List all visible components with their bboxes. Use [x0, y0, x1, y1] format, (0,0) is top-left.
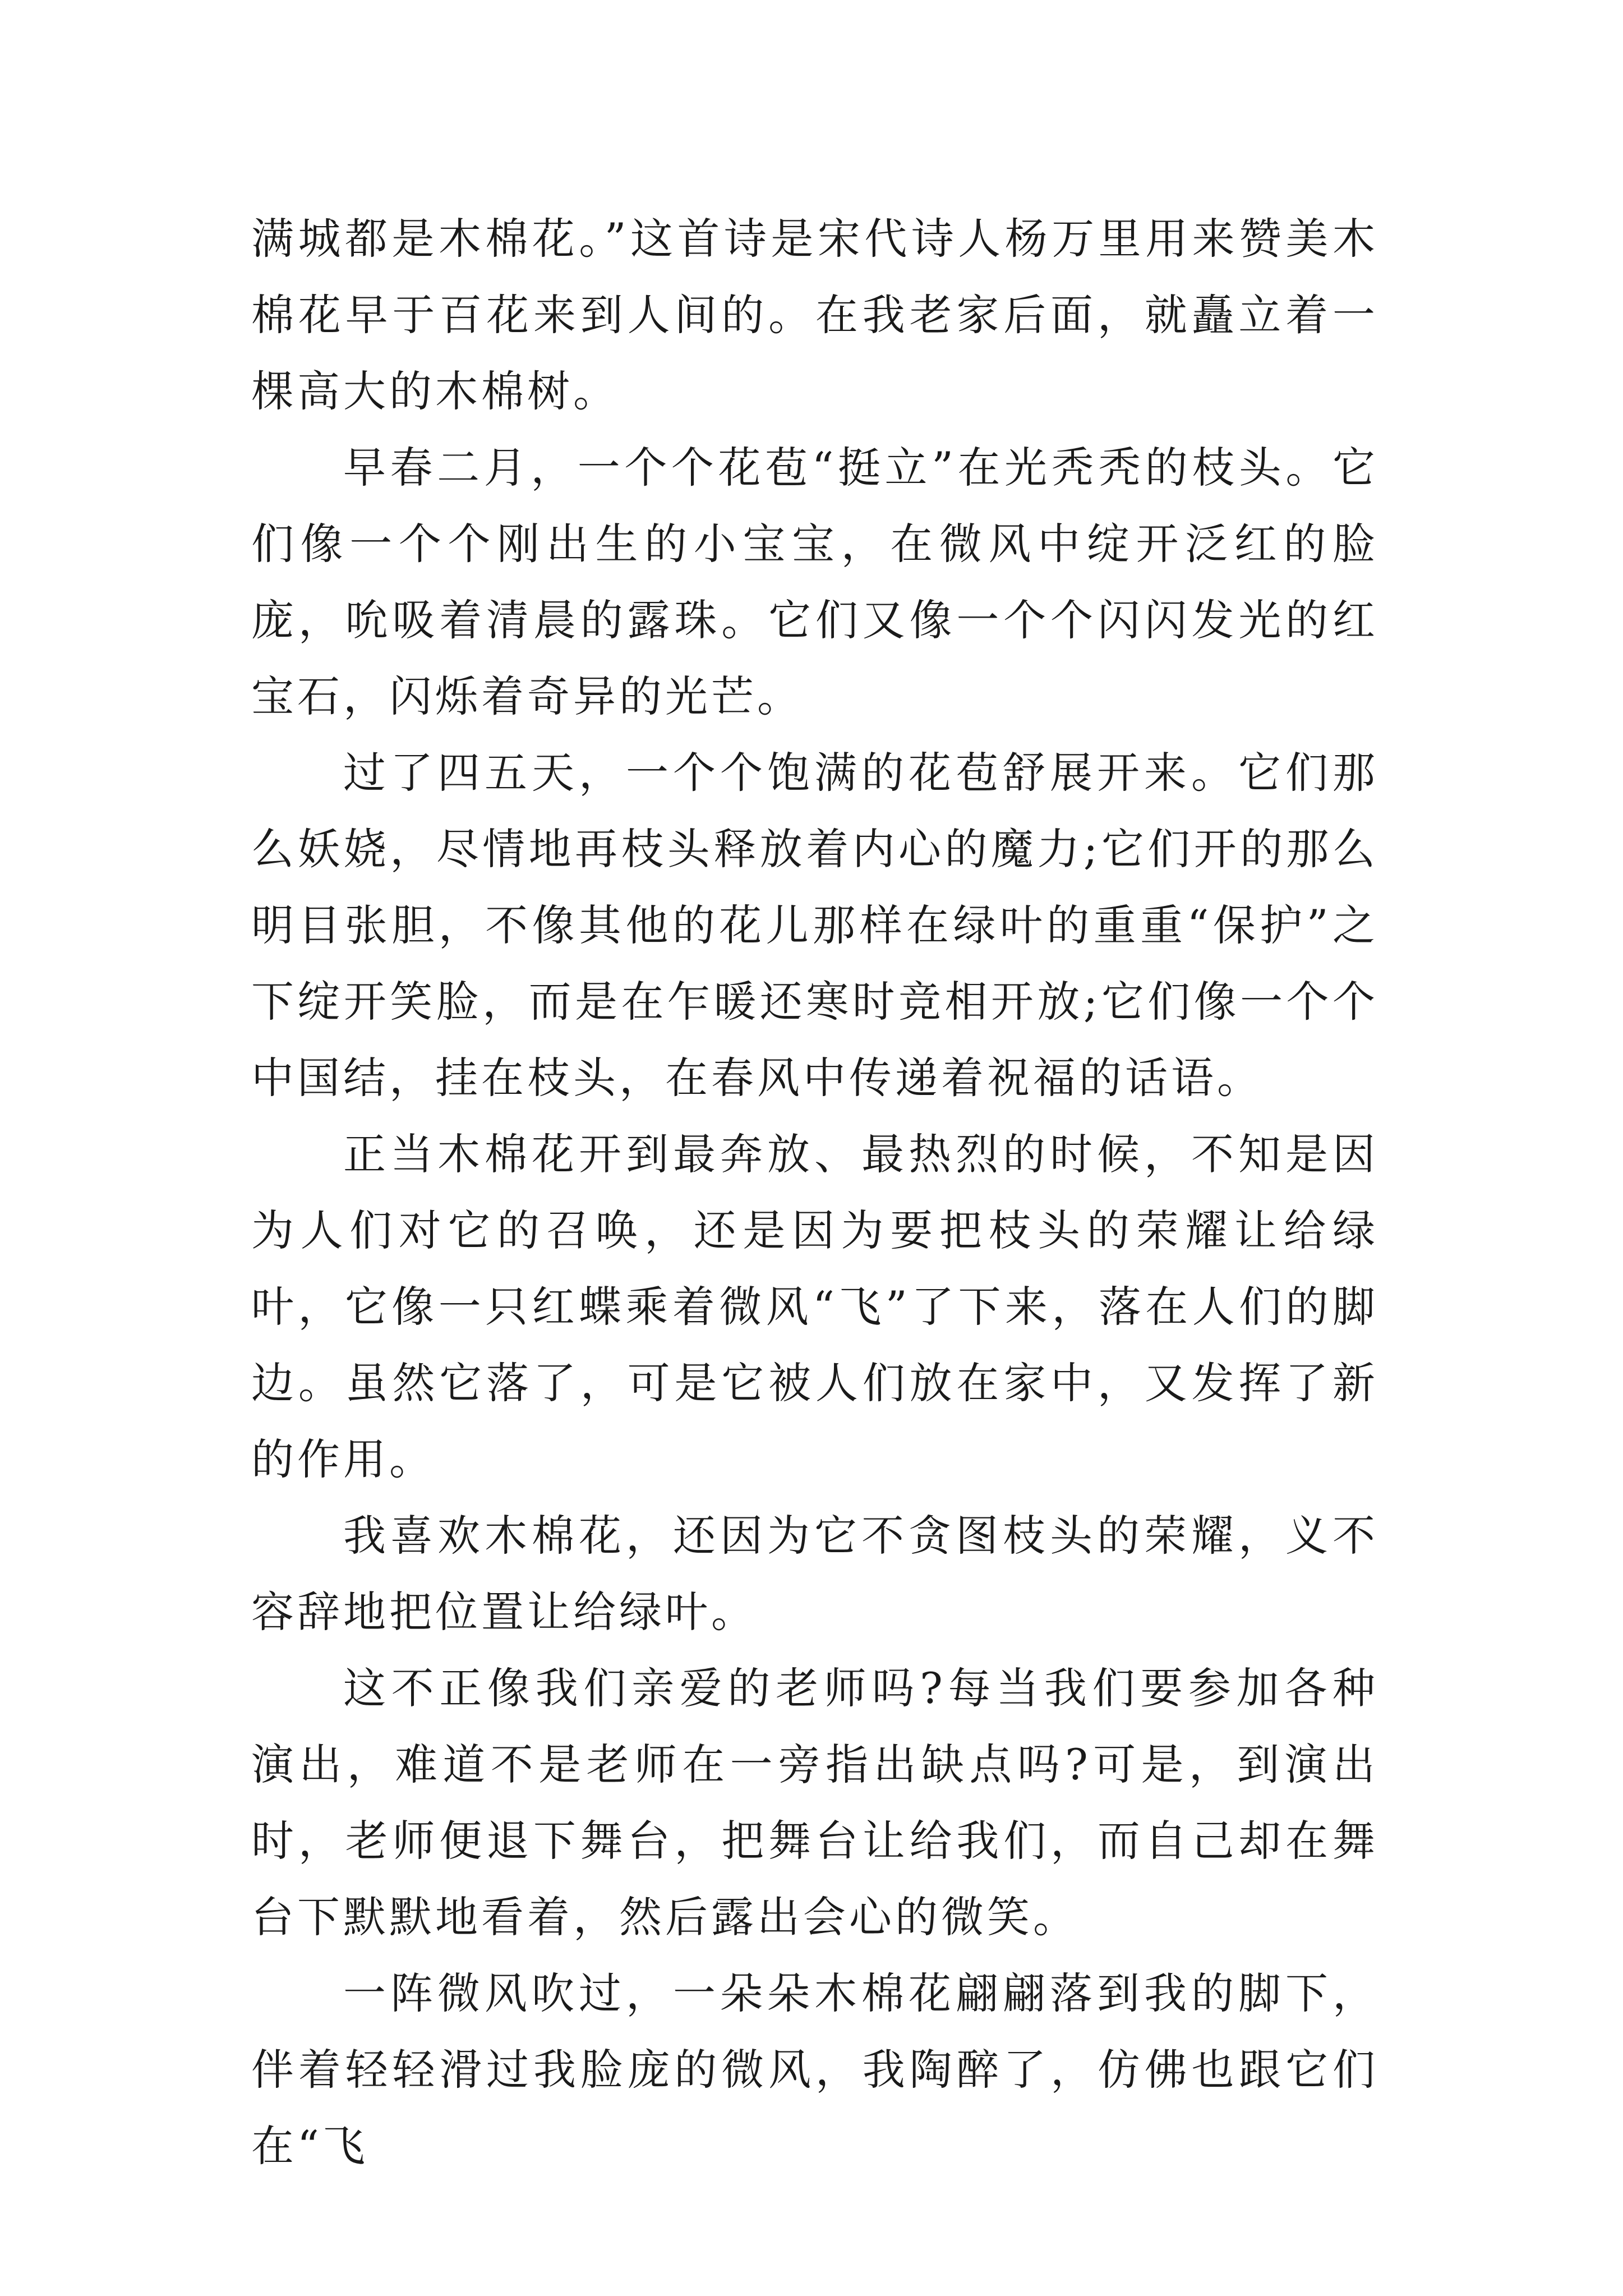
paragraph-continuation: 满城都是木棉花。”这首诗是宋代诗人杨万里用来赞美木棉花早于百花来到人间的。在我老家后面，就矗立着一棵高大的木棉树。	[251, 214, 1378, 416]
paragraph-blooming: 过了四五天，一个个饱满的花苞舒展开来。它们那么妖娆，尽情地再枝头释放着内心的魔力;它们开的那么明目张胆，不像其他的花儿那样在绿叶的重重“保护”之下绽开笑脸，而是在乍暖还寒时竞相开放;它们像一个个中国结，挂在枝头，在春风中传递着祝福的话语。	[251, 748, 1378, 1103]
paragraph-early-spring: 早春二月，一个个花苞“挺立”在光秃秃的枝头。它们像一个个刚出生的小宝宝，在微风中绽开泛红的脸庞，吮吸着清晨的露珠。它们又像一个个闪闪发光的红宝石，闪烁着奇异的光芒。	[251, 443, 1378, 721]
document-body	[251, 201, 1378, 2184]
paragraph-why-i-like: 我喜欢木棉花，还因为它不贪图枝头的荣耀，义不容辞地把位置让给绿叶。	[251, 1511, 1378, 1637]
paragraph-teacher: 这不正像我们亲爱的老师吗?每当我们要参加各种演出，难道不是老师在一旁指出缺点吗?可是，到演出时，老师便退下舞台，把舞台让给我们，而自己却在舞台下默默地看着，然后露出会心的微笑。	[251, 1663, 1378, 1942]
paragraph-falling-flower: 正当木棉花开到最奔放、最热烈的时候，不知是因为人们对它的召唤，还是因为要把枝头的荣耀让给绿叶，它像一只红蝶乘着微风“飞”了下来，落在人们的脚边。虽然它落了，可是它被人们放在家中，又发挥了新的作用。	[251, 1129, 1378, 1484]
paragraph-breeze: 一阵微风吹过，一朵朵木棉花翩翩落到我的脚下，伴着轻轻滑过我脸庞的微风，我陶醉了，仿佛也跟它们在“飞	[251, 1968, 1378, 2171]
